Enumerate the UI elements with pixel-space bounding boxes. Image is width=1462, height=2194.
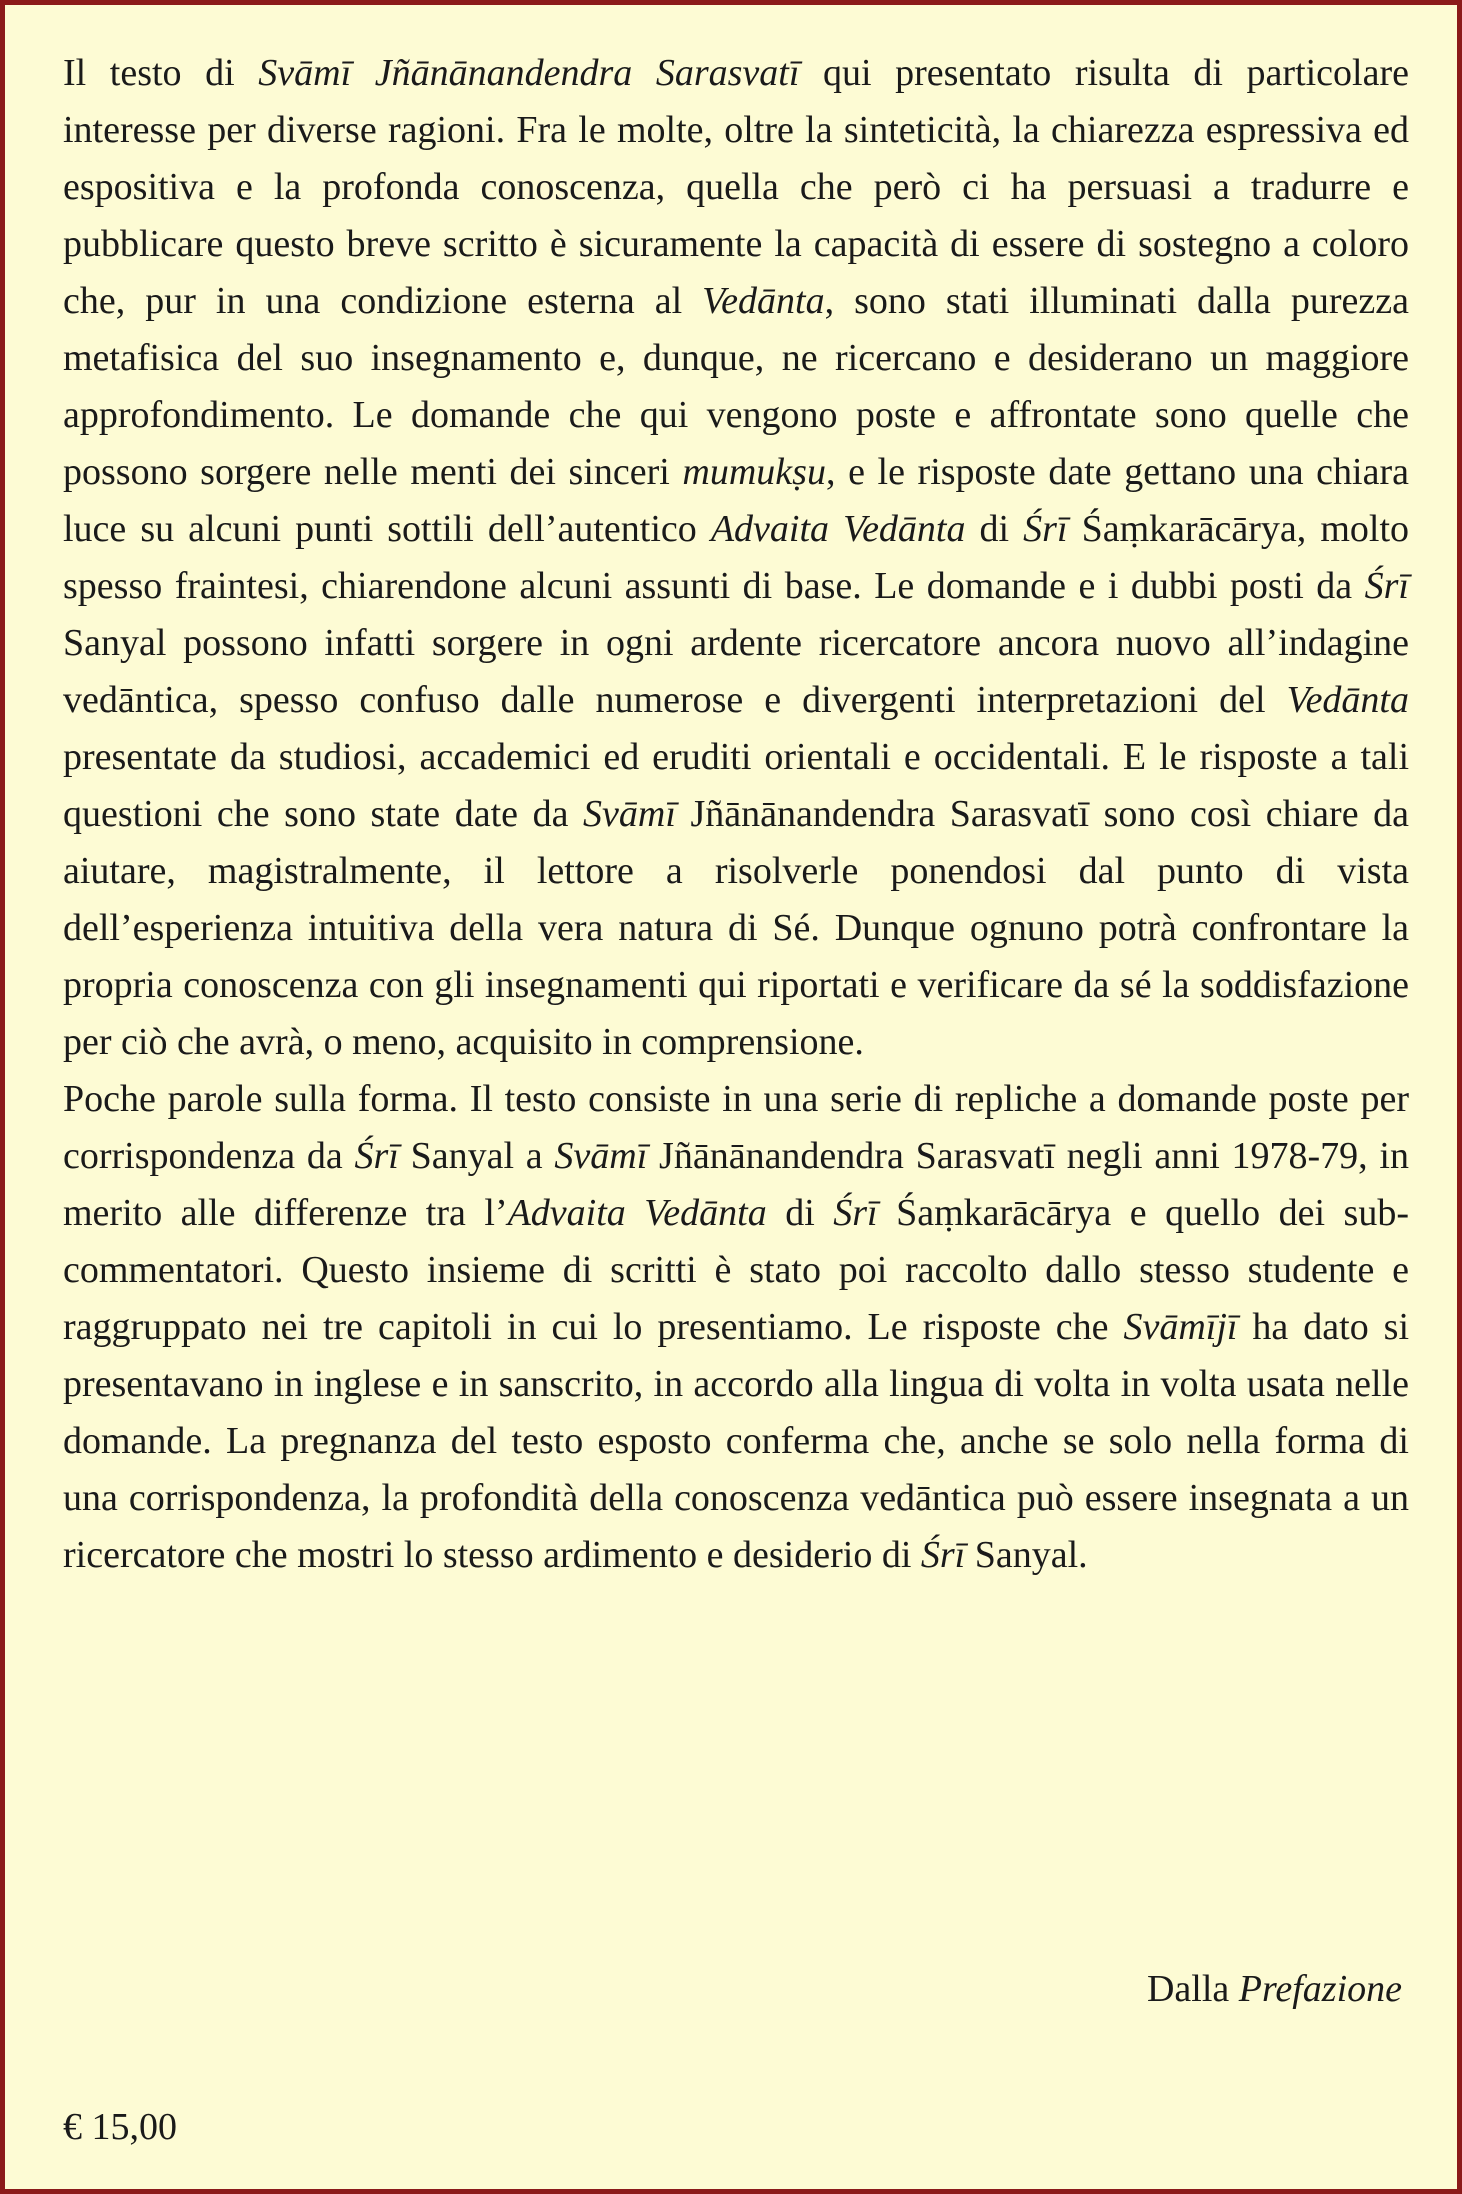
italic-term: Śrī (354, 1135, 399, 1177)
price-label: € 15,00 (63, 2106, 177, 2148)
text-run: Śaṃkarācārya, molto spesso fraintesi, chiarendone alcuni assunti di base. Le domande e i dubbi posti da (63, 508, 1410, 607)
text-run: , e le risposte date gettano una chiara luce su alcuni punti sottili dell’autentico (63, 451, 1409, 550)
attribution-prefix: Dalla (1146, 1968, 1239, 2010)
italic-term: Vedānta (702, 280, 825, 322)
text-run: Poche parole sulla forma. Il testo consiste in una serie di repliche a domande poste per corrispondenza da (63, 1078, 1409, 1177)
text-run: presentate da studiosi, accademici ed eruditi orientali e occidentali. E le risposte a tali questioni che sono state date da (63, 736, 1409, 835)
italic-term: Svāmī (554, 1135, 648, 1177)
blurb-paragraph-1 (63, 45, 1409, 1071)
blurb-paragraph-2 (63, 1071, 1409, 1584)
italic-term: Śrī (1023, 508, 1068, 550)
italic-term: Śrī (833, 1192, 878, 1234)
text-run: di (766, 1192, 834, 1234)
italic-term: Śrī (920, 1534, 966, 1576)
text-run: qui presentato risulta di particolare interesse per diverse ragioni. Fra le molte, oltre la sinteticità, la chiarezza espressiva ed espositiva e la profonda conoscenza, quella che però ci ha persuasi a tradurre e pubblicare questo breve scritto è sicuramente la capacità di essere di sostegno a coloro che, pur in una condizione esterna al (63, 52, 1409, 322)
text-run: Jñānānandendra Sarasvatī negli anni 1978-79, in merito alle differenze tra l’ (63, 1135, 1409, 1234)
text-run: Jñānānandendra Sarasvatī sono così chiare da aiutare, magistralmente, il lettore a risolverle ponendosi dal punto di vista dell’esperienza intuitiva della vera natura di Sé. Dunque ognuno potrà confrontare la propria conoscenza con gli insegnamenti qui riportati e verificare da sé la soddisfazione per ciò che avrà, o meno, acquisito in comprensione. (63, 793, 1409, 1063)
italic-term: mumukṣu (682, 451, 826, 493)
text-run: Sanyal a (398, 1135, 555, 1177)
text-run: Sanyal. (965, 1534, 1088, 1576)
attribution (1147, 1961, 1402, 2018)
attribution-source: Prefazione (1238, 1968, 1402, 2010)
text-run: Il testo di (63, 52, 259, 94)
blurb-text (63, 45, 1409, 1584)
italic-term: Vedānta (1286, 679, 1409, 721)
italic-term: Svāmī (583, 793, 676, 835)
italic-term: Svāmī Jñānānandendra Sarasvatī (258, 52, 800, 94)
text-run: Sanyal possono infatti sorgere in ogni ardente ricercatore ancora nuovo all’indagine vedāntica, spesso confuso dalle numerose e divergenti interpretazioni del (63, 622, 1409, 721)
text-run: Śaṃkarācārya e quello dei sub-commentatori. Questo insieme di scritti è stato poi raccolto dallo stesso studente e raggruppato nei tre capitoli in cui lo presentiamo. Le risposte che (63, 1192, 1409, 1348)
text-run: , sono stati illuminati dalla purezza metafisica del suo insegnamento e, dunque, ne ricercano e desiderano un maggiore approfondimento. Le domande che qui vengono poste e affrontate sono quelle che possono sorgere nelle menti dei sinceri (63, 280, 1409, 493)
italic-term: Śrī (1364, 565, 1409, 607)
italic-term: Advaita Vedānta (507, 1192, 767, 1234)
text-run: ha dato si presentavano in inglese e in sanscrito, in accordo alla lingua di volta in volta usata nelle domande. La pregnanza del testo esposto conferma che, anche se solo nella forma di una corrispondenza, la profondità della conoscenza vedāntica può essere insegnata a un ricercatore che mostri lo stesso ardimento e desiderio di (63, 1306, 1410, 1576)
italic-term: Advaita Vedānta (710, 508, 966, 550)
text-run: di (965, 508, 1024, 550)
italic-term: Svāmījī (1123, 1306, 1238, 1348)
